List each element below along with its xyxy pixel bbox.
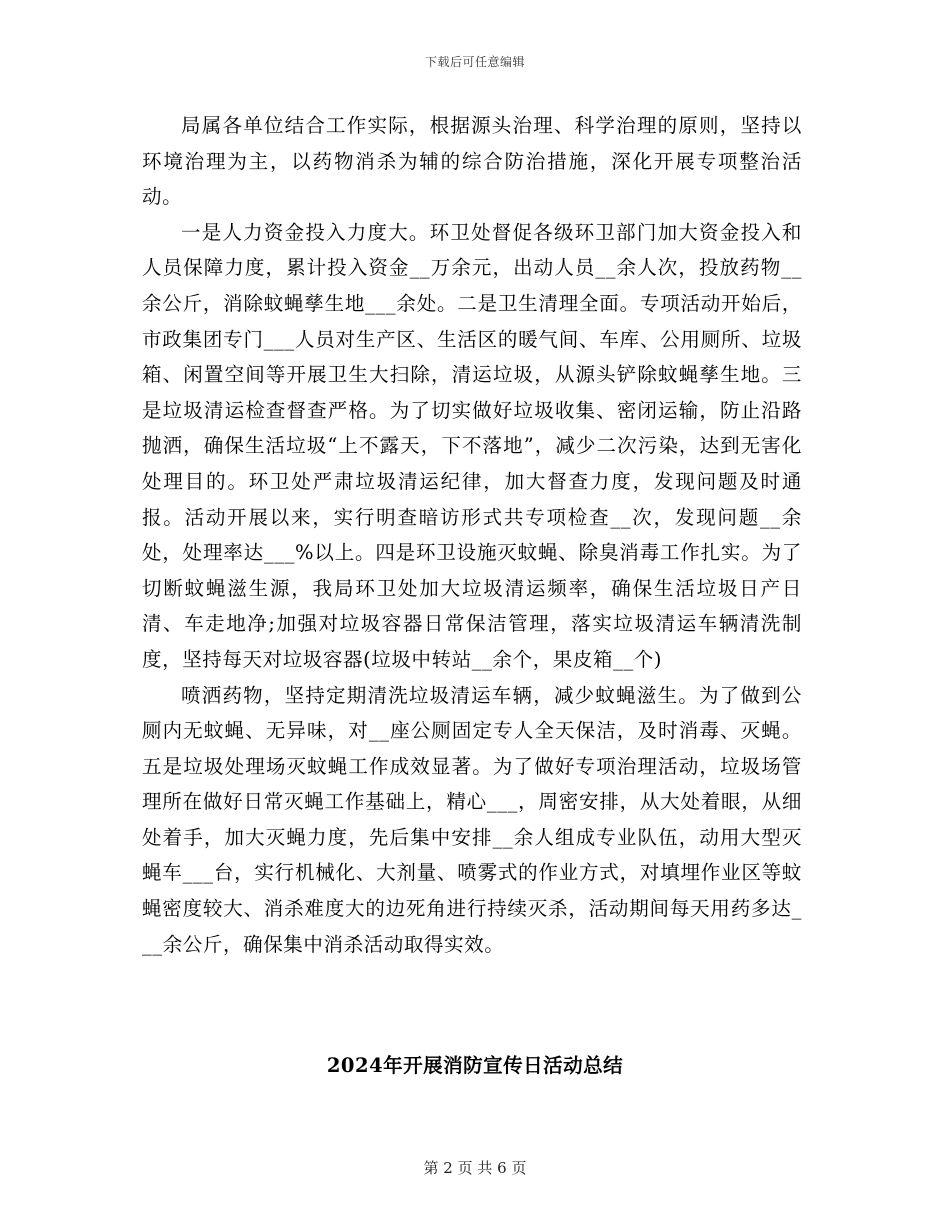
document-body (142, 108, 802, 962)
page-header: 下载后可任意编辑 (424, 55, 525, 69)
paragraph-measures: 一是人力资金投入力度大。环卫处督促各级环卫部门加大资金投入和人员保障力度，累计投入资金__万余元，出动人员__余人次，投放药物__余公斤，消除蚊蝇孳生地___余处。二是卫生清理全面。专项活动开始后，市政集团专门___人员对生产区、生活区的暖气间、车库、公用厕所、垃圾箱、闲置空间等开展卫生大扫除，清运垃圾，从源头铲除蚊蝇孳生地。三是垃圾清运检查督查严格。为了切实做好垃圾收集、密闭运输，防止沿路抛洒，确保生活垃圾“上不露天，下不落地”，减少二次污染，达到无害化处理目的。环卫处严肃垃圾清运纪律，加大督查力度，发现问题及时通报。活动开展以来，实行明查暗访形式共专项检查__次，发现问题__余处，处理率达___%以上。四是环卫设施灭蚊蝇、除臭消毒工作扎实。为了切断蚊蝇滋生源，我局环卫处加大垃圾清运频率，确保生活垃圾日产日清、车走地净;加强对垃圾容器日常保洁管理，落实垃圾清运车辆清洗制度，坚持每天对垃圾容器(垃圾中转站__余个，果皮箱__个) (142, 220, 802, 671)
paragraph-spraying: 喷洒药物，坚持定期清洗垃圾清运车辆，减少蚊蝇滋生。为了做到公厕内无蚊蝇、无异味，对__座公厕固定专人全天保洁，及时消毒、灭蝇。五是垃圾处理场灭蚊蝇工作成效显著。为了做好专项治理活动，垃圾场管理所在做好日常灭蝇工作基础上，精心___，周密安排，从大处着眼，从细处着手，加大灭蝇力度，先后集中安排__余人组成专业队伍，动用大型灭蝇车___台，实行机械化、大剂量、喷雾式的作业方式，对填埋作业区等蚊蝇密度较大、消杀难度大的边死角进行持续灭杀，活动期间每天用药多达___余公斤，确保集中消杀活动取得实效。 (142, 683, 802, 956)
paragraph-intro: 局属各单位结合工作实际，根据源头治理、科学治理的原则，坚持以环境治理为主，以药物消杀为辅的综合防治措施，深化开展专项整治活动。 (142, 114, 802, 209)
section-heading: 2024年开展消防宣传日活动总结 (326, 1054, 624, 1077)
page-footer: 第 2 页 共 6 页 (423, 1159, 527, 1177)
